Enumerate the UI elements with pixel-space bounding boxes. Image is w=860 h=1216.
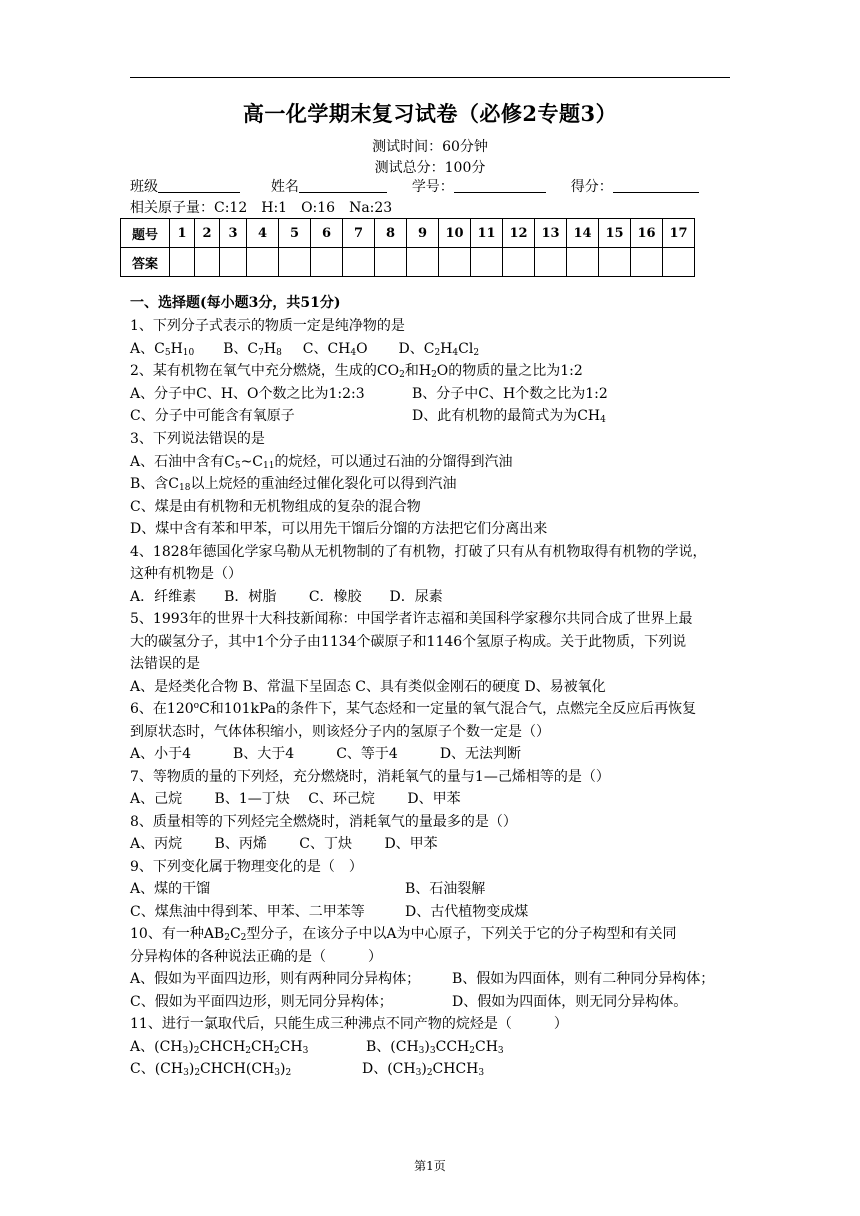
subscript: 2 (426, 1068, 433, 1078)
number-label: 学号： (411, 179, 454, 195)
answer-cell[interactable] (311, 248, 343, 277)
class-label: 班级 (130, 179, 158, 195)
answer-cell[interactable] (631, 248, 663, 277)
score-label: 得分： (570, 179, 613, 195)
answer-cell[interactable] (535, 248, 567, 277)
subscript: 3 (478, 1068, 485, 1078)
answer-cell[interactable] (247, 248, 279, 277)
text: D、(CH (362, 1061, 416, 1077)
q1-stem: 1、下列分子式表示的物质一定是纯净物的是 (130, 318, 405, 334)
test-time: 测试时间：60分钟 (372, 139, 488, 155)
answer-cell[interactable] (471, 248, 503, 277)
answer-cell[interactable] (279, 248, 311, 277)
text: A、(CH (130, 1039, 183, 1055)
subscript: 3 (497, 1046, 504, 1056)
formula-part: H (440, 341, 453, 357)
q2-stem (130, 360, 583, 380)
q1-option-a: A、C (130, 341, 165, 357)
text: 型分子，在该分子中以A为中心原子，下列关于它的分子构型和有关同 (246, 926, 677, 942)
q6-stem-line2: 到原状态时，气体体积缩小，则该烃分子内的氢原子个数一定是（） (130, 724, 550, 740)
q11-option-b (366, 1036, 504, 1056)
name-blank[interactable] (299, 178, 387, 193)
question-number: 15 (599, 219, 631, 248)
section-heading: 一、选择题(每小题3分，共51分) (130, 295, 341, 311)
text: CH (251, 1039, 274, 1055)
subscript: 2 (285, 1068, 292, 1078)
text: D、此有机物的最简式为为CH (412, 408, 601, 424)
answer-cell[interactable] (599, 248, 631, 277)
q2-option-b: B、分子中C、H个数之比为1:2 (412, 386, 608, 402)
subscript: 2 (431, 370, 437, 380)
subscript: 4 (350, 348, 357, 358)
class-blank[interactable] (158, 178, 240, 193)
q2-option-a: A、分子中C、H、O个数之比为1:2:3 (130, 386, 365, 402)
q11-option-c (130, 1058, 291, 1078)
q9-option-c: C、煤焦油中得到苯、甲苯、二甲苯等 (130, 904, 365, 920)
formula-part: O (356, 341, 368, 357)
q1-option-b: B、C (223, 341, 259, 357)
q10-option-a: A、假如为平面四边形，则有两种同分异构体； (130, 971, 421, 987)
q8-options: A、丙烷 B、丙烯 C、丁炔 D、甲苯 (130, 836, 438, 852)
subscript: 3 (182, 1046, 189, 1056)
q5-stem-line1: 5、1993年的世界十大科技新闻称：中国学者许志福和美国科学家穆尔共同合成了世界上最 (130, 611, 693, 627)
score-blank[interactable] (613, 178, 699, 193)
subscript: 3 (429, 1046, 436, 1056)
answer-table-number-row (121, 219, 695, 248)
subscript: 7 (258, 348, 264, 358)
q3-option-d: D、煤中含有苯和甲苯，可以用先干馏后分馏的方法把它们分离出来 (130, 521, 548, 537)
answer-cell[interactable] (503, 248, 535, 277)
subscript: 18 (179, 483, 191, 493)
subscript: 2 (273, 1046, 280, 1056)
text: ) (280, 1061, 286, 1077)
text: CCH (435, 1039, 470, 1055)
text: ) (421, 1061, 427, 1077)
question-number-header: 题号 (121, 219, 170, 248)
q9-option-a: A、煤的干馏 (130, 881, 211, 897)
text: C (229, 926, 241, 942)
q9-stem: 9、下列变化属于物理变化的是（ ） (130, 859, 363, 875)
subscript: 3 (302, 1046, 309, 1056)
text: B、(CH (366, 1039, 419, 1055)
header-rule (130, 77, 730, 78)
q1-option-c: C、CH (302, 341, 351, 357)
subscript: 5 (164, 348, 171, 358)
q10-option-c: C、假如为平面四边形，则无同分异构体； (130, 994, 393, 1010)
text: CHCH(CH (200, 1061, 275, 1077)
atomic-masses: 相关原子量：C:12 H:1 O:16 Na:23 (130, 200, 393, 216)
subscript: 2 (473, 348, 480, 358)
subscript: 2 (245, 1046, 252, 1056)
question-number: 17 (663, 219, 695, 248)
text: ) (188, 1039, 194, 1055)
question-number: 13 (535, 219, 567, 248)
text: 10、有一种AB (130, 926, 225, 942)
subscript: 2 (434, 348, 441, 358)
subscript: 2 (194, 1068, 201, 1078)
formula-part: Cl (458, 341, 474, 357)
page-number: 第1页 (414, 1159, 446, 1173)
question-number: 8 (375, 219, 407, 248)
q3-stem: 3、下列说法错误的是 (130, 431, 265, 447)
text: CH (474, 1039, 498, 1055)
text: ) (188, 1061, 195, 1077)
q10-option-d: D、假如为四面体，则无同分异构体。 (452, 994, 688, 1010)
question-number: 9 (407, 219, 439, 248)
text: B、含C (130, 476, 179, 492)
q6-options: A、小于4 B、大于4 C、等于4 D、无法判断 (130, 746, 522, 762)
subscript: 10 (182, 348, 195, 358)
question-number: 11 (471, 219, 503, 248)
page-title: 高一化学期末复习试卷（必修2专题3） (242, 101, 618, 126)
q11-option-d (362, 1058, 484, 1078)
formula-part: H (263, 341, 277, 357)
question-number: 4 (247, 219, 279, 248)
text: O的物质的量之比为1:2 (436, 363, 583, 379)
q9-option-d: D、古代植物变成煤 (405, 904, 529, 920)
text: CHCH (199, 1039, 246, 1055)
q4-stem-line1: 4、1828年德国化学家乌勒从无机物制的了有机物，打破了只有从有机物取得有机物的学说， (130, 544, 707, 560)
q9-option-b: B、石油裂解 (405, 881, 486, 897)
question-number: 1 (170, 219, 195, 248)
answer-header: 答案 (121, 248, 170, 277)
q10-stem-line2: 分异构体的各种说法正确的是（ ） (130, 949, 382, 965)
text: CHCH (432, 1061, 479, 1077)
answer-cell[interactable] (407, 248, 439, 277)
text: 的烷烃，可以通过石油的分馏得到汽油 (274, 454, 513, 470)
q3-option-b (130, 473, 456, 493)
q3-option-c: C、煤是由有机物和无机物组成的复杂的混合物 (130, 499, 421, 515)
student-fields (130, 176, 730, 196)
q8-stem: 8、质量相等的下列烃完全燃烧时，消耗氧气的量最多的是（） (130, 814, 517, 830)
number-blank[interactable] (454, 178, 546, 193)
answer-cell[interactable] (375, 248, 407, 277)
answer-cell[interactable] (220, 248, 247, 277)
subscript: 5 (234, 461, 241, 471)
q5-stem-line3: 法错误的是 (130, 656, 200, 672)
subscript: 2 (399, 370, 405, 380)
question-number: 5 (279, 219, 311, 248)
subscript: 2 (240, 933, 247, 943)
text: 以上烷烃的重油经过催化裂化可以得到汽油 (190, 476, 457, 492)
text: CH (279, 1039, 303, 1055)
answer-table-answer-row (121, 248, 695, 277)
text: 6、在120 (130, 701, 194, 717)
name-label: 姓名 (270, 179, 299, 195)
answer-table (120, 218, 695, 277)
text: C和101kPa的条件下，某气态烃和一定量的氧气混合气，点燃完全反应后再恢复 (199, 701, 697, 717)
q1-option-d: D、C (398, 341, 435, 357)
q10-option-b: B、假如为四面体，则有二种同分异构体； (452, 971, 715, 987)
test-total: 测试总分：100分 (374, 160, 486, 176)
question-number: 10 (439, 219, 471, 248)
subscript: 2 (469, 1046, 475, 1056)
text: C、(CH (130, 1061, 184, 1077)
subscript: 3 (418, 1046, 425, 1056)
subscript: 3 (415, 1068, 422, 1078)
question-number: 12 (503, 219, 535, 248)
text: A、石油中含有C (130, 454, 235, 470)
answer-cell[interactable] (663, 248, 695, 277)
question-number: 16 (631, 219, 663, 248)
q2-option-d (412, 405, 606, 425)
q6-stem-line1 (130, 698, 696, 718)
text: 2、某有机物在氧气中充分燃烧，生成的CO (130, 363, 400, 379)
text: 和H (404, 363, 432, 379)
q5-options: A、是烃类化合物 B、常温下呈固态 C、具有类似金刚石的硬度 D、易被氧化 (130, 679, 606, 695)
subscript: 4 (600, 415, 606, 425)
text: ) (424, 1039, 430, 1055)
question-number: 3 (220, 219, 247, 248)
answer-cell[interactable] (567, 248, 599, 277)
text: ~C (240, 454, 264, 470)
superscript: o (193, 701, 200, 711)
q3-option-a (130, 451, 512, 471)
answer-cell[interactable] (170, 248, 195, 277)
q1-options (130, 338, 479, 358)
question-number: 6 (311, 219, 343, 248)
answer-cell[interactable] (439, 248, 471, 277)
q4-stem-line2: 这种有机物是（） (130, 566, 242, 582)
q10-stem-line1 (130, 923, 677, 943)
subscript: 8 (276, 348, 282, 358)
q11-option-a (130, 1036, 308, 1056)
answer-cell[interactable] (343, 248, 375, 277)
q11-stem: 11、进行一氯取代后，只能生成三种沸点不同产物的烷烃是（ ） (130, 1016, 568, 1032)
subscript: 3 (183, 1068, 189, 1078)
subscript: 2 (193, 1046, 200, 1056)
q2-option-c: C、分子中可能含有氧原子 (130, 408, 295, 424)
q7-options: A、己烷 B、1—丁炔 C、环己烷 D、甲苯 (130, 791, 461, 807)
subscript: 4 (452, 348, 459, 358)
q4-options: A．纤维素 B．树脂 C．橡胶 D．尿素 (130, 589, 443, 605)
q5-stem-line2: 大的碳氢分子，其中1个分子由1134个碳原子和1146个氢原子构成。关于此物质，下列说 (130, 634, 687, 650)
subscript: 11 (263, 461, 275, 471)
q7-stem: 7、等物质的量的下列烃，充分燃烧时，消耗氧气的量与1—己烯相等的是（） (130, 769, 610, 785)
question-number: 7 (343, 219, 375, 248)
question-number: 2 (195, 219, 220, 248)
subscript: 2 (224, 933, 230, 943)
formula-part: H (170, 341, 183, 357)
subscript: 3 (274, 1068, 281, 1078)
question-number: 14 (567, 219, 599, 248)
answer-cell[interactable] (195, 248, 220, 277)
